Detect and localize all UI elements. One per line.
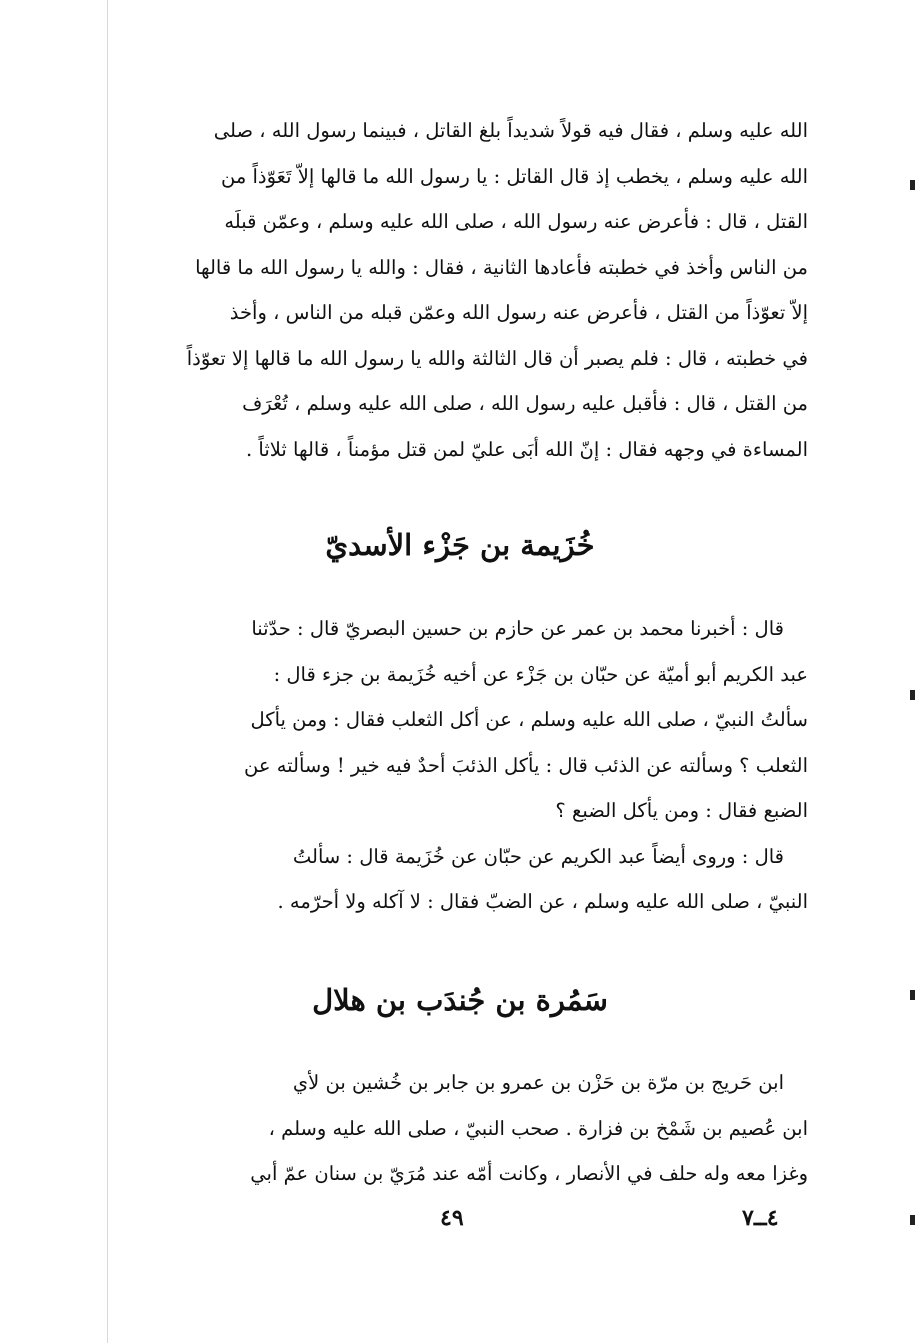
text-line: سألتُ النبيّ ، صلى الله عليه وسلم ، عن أكل الثعلب فقال : ومن يأكل — [250, 708, 808, 731]
paragraph-4 — [112, 1060, 808, 1197]
text-line: ابن عُصيم بن شَمْخ بن فزارة . صحب النبيّ ، صلى الله عليه وسلم ، — [268, 1116, 808, 1140]
text-line: المساءة في وجهه فقال : إنّ الله أبَى عليّ لمن قتل مؤمناً ، قالها ثلاثاً . — [245, 437, 808, 461]
binding-mark — [910, 180, 915, 190]
text-line: النبيّ ، صلى الله عليه وسلم ، عن الضبّ فقال : لا آكله ولا أحرّمه . — [277, 890, 808, 913]
binding-mark — [910, 990, 915, 1000]
paragraph-2 — [112, 606, 808, 925]
binding-mark — [910, 690, 915, 700]
left-margin-rule — [107, 0, 108, 1343]
section-heading-samura: سَمُرة بن جُندَب بن هلال — [312, 983, 608, 1017]
text-line: ابن حَريج بن مرّة بن حَزْن بن عمرو بن جابر بن خُشين بن لأي — [292, 1071, 784, 1094]
text-line: القتل ، قال : فأعرض عنه رسول الله ، صلى الله عليه وسلم ، وعمّن قبلَه — [224, 210, 808, 233]
text-line: من القتل ، قال : فأقبل عليه رسول الله ، صلى الله عليه وسلم ، تُعْرَف — [242, 392, 808, 415]
page-number: ٤٩ — [440, 1205, 464, 1231]
text-line: الثعلب ؟ وسألته عن الذئب قال : يأكل الذئبَ أحدٌ فيه خير ! وسألته عن — [244, 753, 808, 777]
text-line: من الناس وأخذ في خطبته فأعادها الثانية ، فقال : والله يا رسول الله ما قالها — [195, 255, 808, 279]
text-line: الله عليه وسلم ، فقال فيه قولاً شديداً بلغ القاتل ، فبينما رسول الله ، صلى — [213, 119, 808, 142]
text-line: الله عليه وسلم ، يخطب إذ قال القاتل : يا رسول الله ما قالها إلاّ تَعَوّذاً من — [221, 164, 808, 188]
paragraph-1 — [112, 108, 808, 472]
text-line: إلاّ تعوّذاً من القتل ، فأعرض عنه رسول الله وعمّن قبله من الناس ، وأخذ — [229, 301, 808, 324]
signature-mark: ٤ــ٧ — [742, 1205, 779, 1231]
text-line: في خطبته ، قال : فلم يصبر أن قال الثالثة والله يا رسول الله ما قالها إلا تعوّذاً — [186, 346, 808, 370]
text-line: الضبع فقال : ومن يأكل الضبع ؟ — [555, 799, 808, 822]
text-line: وغزا معه وله حلف في الأنصار ، وكانت أمّه عند مُرَيّ بن سنان عمّ أبي — [250, 1162, 808, 1185]
binding-mark — [910, 1215, 915, 1225]
text-line: قال : وروى أيضاً عبد الكريم عن حبّان عن خُزَيمة قال : سألتُ — [292, 844, 784, 868]
text-line: عبد الكريم أبو أميّة عن حبّان بن جَزْء عن أخيه خُزَيمة بن جزء قال : — [273, 662, 808, 686]
text-line: قال : أخبرنا محمد بن عمر عن حازم بن حسين البصريّ قال : حدّثنا — [251, 617, 784, 640]
section-heading-khuzayma: خُزَيمة بن جَزْء الأسديّ — [325, 528, 595, 562]
